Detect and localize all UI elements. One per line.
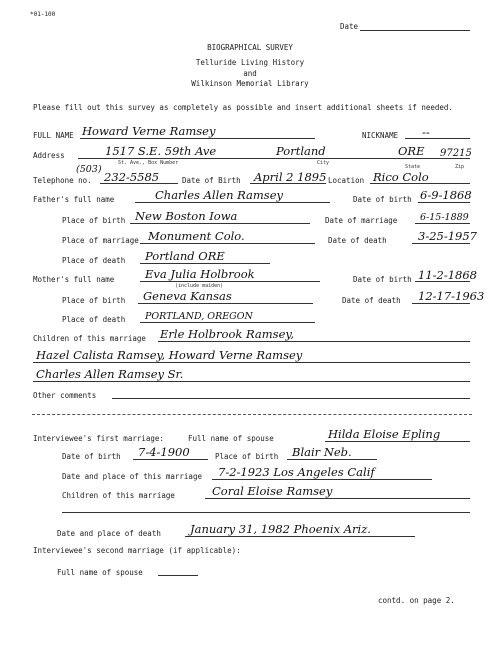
mother-name-field[interactable] — [140, 281, 320, 282]
dob-field[interactable] — [250, 183, 326, 184]
state-sub: State — [405, 164, 421, 170]
header-line-2: and — [243, 69, 257, 78]
father-pob-label: Place of birth — [62, 216, 126, 225]
death-value: January 31, 1982 Phoenix Ariz. — [190, 522, 371, 536]
marriage-children-label: Children of this marriage — [62, 491, 175, 500]
marriage-children-field-2[interactable] — [62, 512, 470, 513]
telephone-label: Telephone no. — [33, 176, 92, 185]
telephone-prefix: (503) — [76, 164, 102, 175]
spouse-name-value: Hilda Eloise Epling — [328, 427, 441, 441]
nickname-value: -- — [422, 125, 430, 139]
marriage-date-place-value: 7-2-1923 Los Angeles Calif — [218, 465, 375, 479]
instructions: Please fill out this survey as completely as possible and insert additional sheets if needed. — [33, 103, 453, 112]
father-podeath-field[interactable] — [140, 263, 270, 264]
father-pom-value: Monument Colo. — [148, 229, 245, 243]
mother-podeath-field[interactable] — [140, 322, 315, 323]
mother-dob-value: 11-2-1868 — [418, 268, 477, 282]
marriage-date-place-field[interactable] — [212, 479, 432, 480]
death-label: Date and place of death — [57, 529, 161, 538]
second-spouse-field[interactable] — [158, 575, 198, 576]
father-dob-value: 6-9-1868 — [420, 188, 472, 202]
location-field[interactable] — [370, 183, 470, 184]
state-value: ORE — [398, 144, 425, 158]
street-sub: St. Ave., Box Number — [118, 160, 179, 166]
spouse-dob-field[interactable] — [133, 459, 208, 460]
spouse-dob-value: 7-4-1900 — [138, 445, 190, 459]
city-sub: City — [317, 160, 330, 166]
mother-dod-value: 12-17-1963 — [418, 289, 485, 303]
children-line-2: Hazel Calista Ramsey, Howard Verne Ramsey — [36, 348, 303, 362]
children-field-2[interactable] — [33, 362, 470, 363]
city-value: Portland — [276, 144, 326, 158]
children-line-1: Erle Holbrook Ramsey, — [160, 327, 295, 341]
location-label: Location — [328, 176, 365, 185]
spouse-name-label: Full name of spouse — [188, 434, 274, 443]
full-name-value: Howard Verne Ramsey — [82, 124, 216, 138]
father-dom-field[interactable] — [415, 223, 470, 224]
survey-title: BIOGRAPHICAL SURVEY — [207, 43, 293, 52]
father-podeath-label: Place of death — [62, 256, 126, 265]
father-podeath-value: Portland ORE — [145, 249, 225, 263]
date-line[interactable] — [360, 30, 470, 31]
zip-value: 97215 — [440, 148, 472, 159]
mother-dod-label: Date of death — [342, 296, 401, 305]
marriage-children-value: Coral Eloise Ramsey — [212, 484, 333, 498]
corner-mark: *01-100 — [30, 11, 56, 18]
spouse-dob-label: Date of birth — [62, 452, 121, 461]
telephone-value: 232-5585 — [104, 170, 160, 184]
first-marriage-label: Interviewee's first marriage: — [33, 434, 164, 443]
dob-label: Date of Birth — [182, 176, 241, 185]
mother-name-label: Mother's full name — [33, 275, 115, 284]
mother-pob-field[interactable] — [138, 303, 313, 304]
death-field[interactable] — [185, 536, 415, 537]
continued-note: contd. on page 2. — [378, 596, 455, 605]
telephone-field[interactable] — [100, 183, 178, 184]
street-value: 1517 S.E. 59th Ave — [105, 144, 217, 158]
mother-dod-field[interactable] — [412, 303, 470, 304]
father-name-value: Charles Allen Ramsey — [155, 188, 284, 202]
children-field-1[interactable] — [158, 341, 470, 342]
children-line-3: Charles Allen Ramsey Sr. — [36, 367, 184, 381]
father-dom-value: 6-15-1889 — [420, 212, 469, 223]
location-value: Rico Colo — [373, 170, 429, 184]
header-line-3: Wilkinson Memorial Library — [191, 79, 309, 88]
spouse-name-field[interactable] — [325, 441, 470, 442]
mother-pob-label: Place of birth — [62, 296, 126, 305]
marriage-children-field[interactable] — [205, 498, 470, 499]
father-name-label: Father's full name — [33, 195, 115, 204]
date-label: Date — [340, 22, 359, 31]
father-dob-field[interactable] — [418, 202, 470, 203]
children-field-3[interactable] — [33, 381, 470, 382]
mother-podeath-label: Place of death — [62, 315, 126, 324]
dob-value: April 2 1895 — [254, 170, 327, 184]
father-pob-value: New Boston Iowa — [135, 209, 238, 223]
mother-name-sub: (include maiden) — [175, 283, 224, 289]
mother-dob-field[interactable] — [415, 281, 470, 282]
second-marriage-label: Interviewee's second marriage (if applicable): — [33, 546, 241, 555]
header-line-1: Telluride Living History — [195, 58, 305, 67]
father-dod-field[interactable] — [412, 243, 470, 244]
mother-podeath-value: PORTLAND, OREGON — [145, 311, 253, 322]
second-spouse-label: Full name of spouse — [57, 568, 143, 577]
nickname-field[interactable] — [405, 138, 470, 139]
father-dod-label: Date of death — [328, 236, 387, 245]
spouse-pob-value: Blair Neb. — [292, 445, 352, 459]
zip-sub: Zip — [455, 164, 465, 170]
father-pom-label: Place of marriage — [62, 236, 139, 245]
mother-dob-label: Date of birth — [353, 275, 412, 284]
mother-pob-value: Geneva Kansas — [143, 289, 232, 303]
father-pob-field[interactable] — [130, 223, 310, 224]
children-label: Children of this marriage — [33, 334, 146, 343]
marriage-date-place-label: Date and place of this marriage — [62, 472, 202, 481]
father-dob-label: Date of birth — [353, 195, 412, 204]
mother-name-value: Eva Julia Holbrook — [145, 267, 255, 281]
full-name-label: FULL NAME — [33, 131, 74, 140]
divider — [32, 414, 472, 415]
spouse-pob-label: Place of birth — [215, 452, 279, 461]
father-dod-value: 3-25-1957 — [418, 229, 477, 243]
nickname-label: NICKNAME — [362, 131, 399, 140]
other-comments-label: Other comments — [33, 391, 97, 400]
full-name-field[interactable] — [80, 138, 315, 139]
father-pom-field[interactable] — [140, 243, 315, 244]
address-label: Address — [33, 151, 65, 160]
spouse-pob-field[interactable] — [287, 459, 377, 460]
other-comments-field[interactable] — [112, 398, 470, 399]
father-name-field[interactable] — [135, 202, 330, 203]
father-dom-label: Date of marriage — [325, 216, 398, 225]
address-field[interactable] — [78, 158, 470, 159]
